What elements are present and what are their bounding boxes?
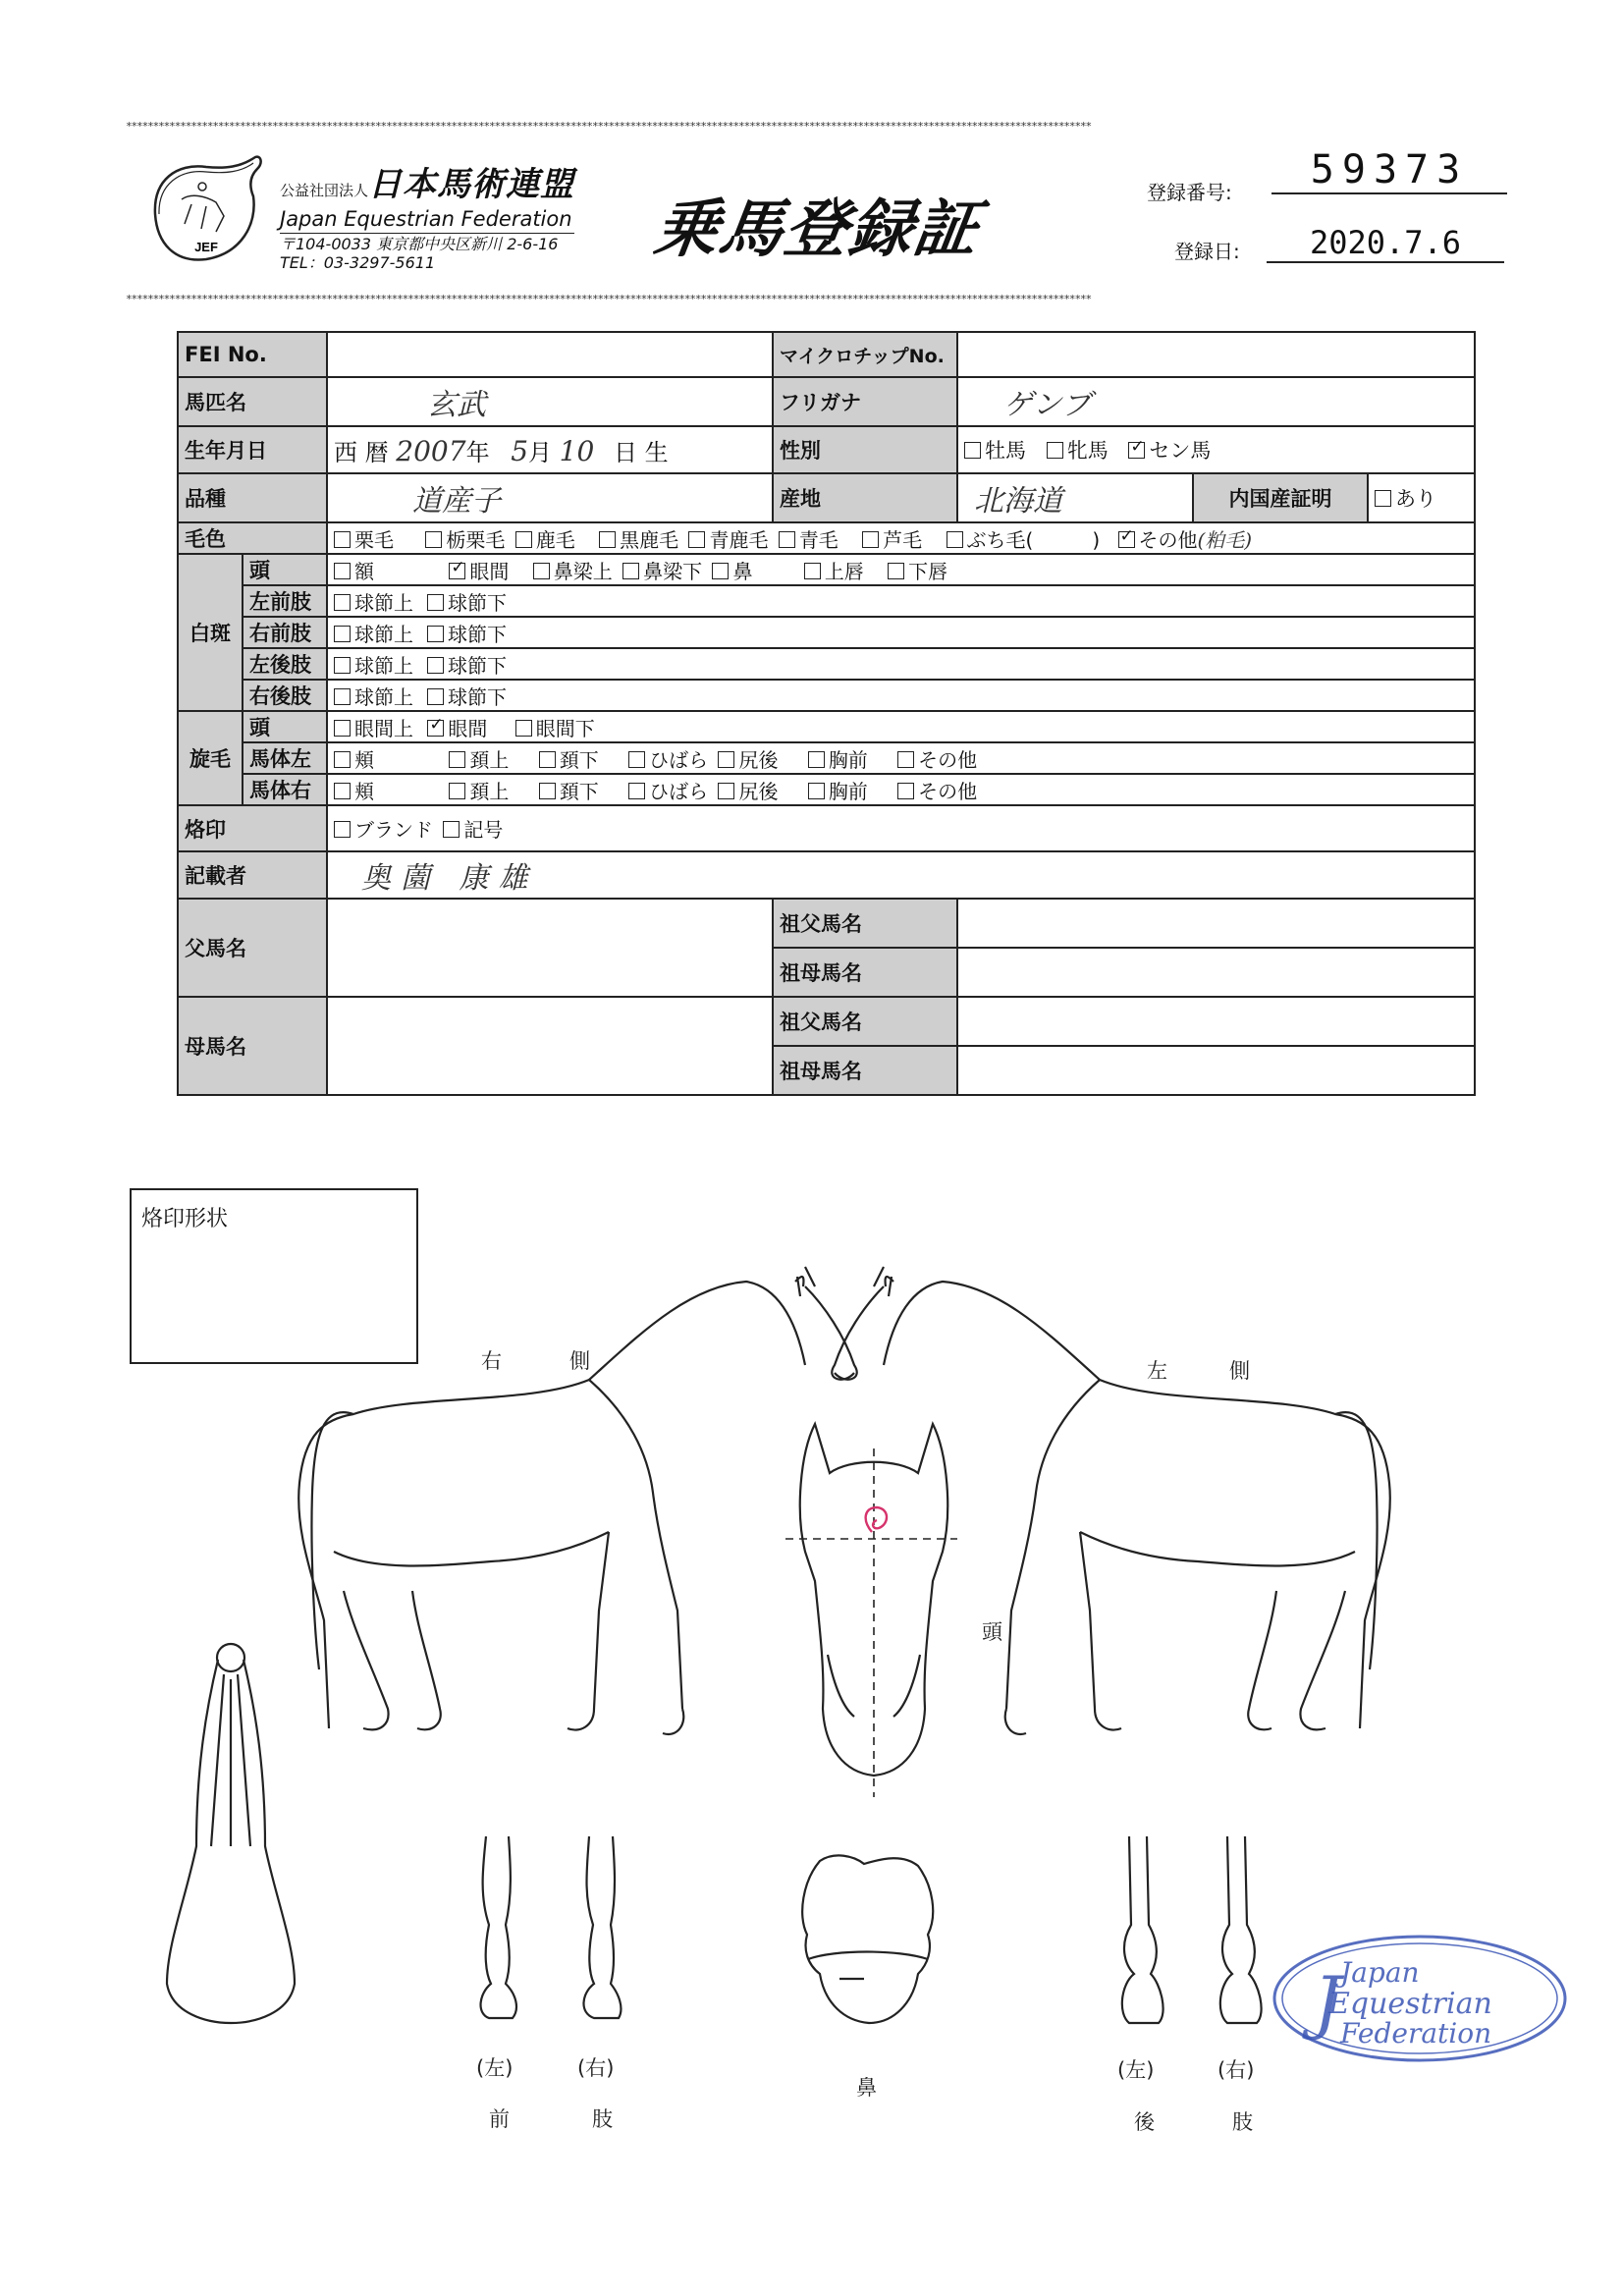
reg-no-value: 59373	[1271, 147, 1507, 194]
hind-left-label: (左)	[1117, 2058, 1155, 2082]
coat-option-other[interactable]: ✓ その他(粕毛)	[1118, 528, 1253, 552]
fore-left-label: (左)	[476, 2056, 514, 2080]
right-side-label-2: 側	[569, 1349, 590, 1373]
dob-year-unit: 年	[465, 438, 490, 466]
option[interactable]: ひばら	[628, 780, 708, 803]
fore-right-label: (右)	[577, 2056, 615, 2080]
separator-stars-bottom: **********************************************************************************************************************************************************************************	[126, 293, 1092, 305]
horse-head-front-icon	[785, 1424, 957, 1797]
page-title: 乗馬登録証	[649, 193, 985, 266]
fore-caption-2: 肢	[592, 2107, 613, 2131]
option[interactable]: 上唇	[804, 560, 864, 583]
sex-option-mare[interactable]: 牝馬	[1047, 439, 1109, 463]
head-label: 頭	[982, 1620, 1002, 1644]
option[interactable]: 球節下	[427, 591, 507, 615]
option[interactable]: 胸前	[808, 748, 868, 772]
origin-value: 北海道	[974, 484, 1063, 519]
option[interactable]: 尻後	[718, 780, 778, 803]
left-side-label-1: 左	[1147, 1359, 1167, 1383]
sex-option-gelding[interactable]: ✓ セン馬	[1128, 439, 1211, 463]
option[interactable]: 球節上	[334, 685, 413, 709]
hind-right-label: (右)	[1217, 2058, 1255, 2082]
coat-option[interactable]: 栃栗毛	[425, 528, 505, 552]
option[interactable]: 胸前	[808, 780, 868, 803]
org-prefix: 公益社団法人	[280, 182, 369, 199]
brand-label: 烙印	[178, 805, 327, 851]
whorl-mark-icon	[866, 1507, 887, 1532]
option[interactable]: 記号	[443, 818, 503, 842]
svg-text:Federation: Federation	[1340, 2017, 1492, 2050]
grandsire-label: 祖父馬名	[773, 899, 957, 948]
option[interactable]: 尻後	[718, 748, 778, 772]
granddam-label: 祖母馬名	[773, 948, 957, 997]
hind-caption-1: 後	[1134, 2110, 1155, 2134]
option[interactable]: 額	[334, 560, 374, 583]
option[interactable]: 頚下	[539, 748, 599, 772]
right-side-label-1: 右	[481, 1349, 502, 1373]
fore-legs-icon	[481, 1836, 622, 2018]
option[interactable]: 球節下	[427, 623, 507, 646]
left-side-label-2: 側	[1229, 1359, 1250, 1383]
option[interactable]: 頬	[334, 748, 374, 772]
whorls-label: 旋毛	[178, 711, 243, 805]
coat-option[interactable]: ぶち毛( )	[947, 528, 1101, 552]
org-name-en: Japan Equestrian Federation	[280, 207, 574, 234]
recorder-label: 記載者	[178, 851, 327, 899]
brand-shape-label: 烙印形状	[141, 1207, 229, 1231]
domestic-cert-option[interactable]: あり	[1368, 473, 1475, 522]
option[interactable]: 球節上	[334, 623, 413, 646]
coat-option[interactable]: 青鹿毛	[688, 528, 768, 552]
separator-stars-top: **********************************************************************************************************************************************************************************	[126, 120, 1092, 133]
svg-text:JEF: JEF	[194, 240, 218, 254]
origin-label: 産地	[773, 473, 957, 522]
org-name-jp: 日本馬術連盟	[368, 165, 575, 204]
sex-option-stallion[interactable]: 牡馬	[964, 439, 1026, 463]
nose-label: 鼻	[856, 2076, 877, 2100]
horse-name-label: 馬匹名	[178, 377, 327, 426]
white-mark-part: 左後肢	[243, 648, 327, 680]
coat-option[interactable]: 栗毛	[334, 528, 394, 552]
coat-option[interactable]: 鹿毛	[515, 528, 575, 552]
dob-month-unit: 月	[528, 438, 553, 466]
white-mark-part: 右前肢	[243, 617, 327, 648]
option[interactable]: ✓ 眼間	[427, 717, 487, 740]
coat-option[interactable]: 黒鹿毛	[599, 528, 678, 552]
dob-year: 2007	[396, 434, 466, 467]
org-address: 〒104-0033 東京都中央区新川 2-6-16	[280, 235, 559, 253]
option[interactable]: 眼間下	[515, 717, 595, 740]
recorder-value: 奥薗 康雄	[361, 861, 538, 896]
coat-label: 毛色	[178, 522, 327, 554]
fore-caption-1: 前	[489, 2107, 510, 2131]
whorl-part: 馬体右	[243, 774, 327, 805]
granddam-label: 祖母馬名	[773, 1046, 957, 1095]
option[interactable]: その他	[897, 748, 977, 772]
svg-text:J: J	[1314, 1962, 1342, 2043]
white-mark-part: 左前肢	[243, 585, 327, 617]
dob-era: 西 暦	[334, 438, 389, 466]
horse-right-side-icon	[298, 1267, 857, 1734]
svg-text:Equestrian: Equestrian	[1328, 1987, 1492, 2021]
option[interactable]: 球節上	[334, 591, 413, 615]
sire-label: 父馬名	[178, 899, 327, 997]
org-tel: TEL：03-3297-5611	[280, 253, 436, 272]
whorl-part: 頭	[243, 711, 327, 742]
hind-caption-2: 肢	[1232, 2110, 1253, 2134]
horse-nose-icon	[802, 1855, 933, 2023]
furigana-value: ゲンブ	[1003, 388, 1092, 422]
dob-month: 5	[511, 434, 529, 467]
option[interactable]: ブランド	[334, 818, 433, 842]
option[interactable]: ✓ 眼間	[449, 560, 509, 583]
option[interactable]: 球節下	[427, 654, 507, 678]
furigana-label: フリガナ	[773, 377, 957, 426]
microchip-label: マイクロチップNo.	[773, 332, 957, 377]
option[interactable]: 眼間上	[334, 717, 413, 740]
grandsire-label: 祖父馬名	[773, 997, 957, 1046]
option[interactable]: ひばら	[628, 748, 708, 772]
coat-option[interactable]: 芦毛	[862, 528, 922, 552]
option[interactable]: 球節下	[427, 685, 507, 709]
horse-rear-view-icon	[167, 1644, 295, 2023]
dob-label: 生年月日	[178, 426, 327, 473]
svg-text:Japan: Japan	[1340, 1956, 1420, 1989]
whorl-part: 馬体左	[243, 742, 327, 774]
option[interactable]: 頚上	[449, 780, 509, 803]
breed-label: 品種	[178, 473, 327, 522]
reg-no-label: 登録番号:	[1147, 181, 1232, 204]
horse-left-side-icon	[832, 1267, 1390, 1734]
option[interactable]: 頚上	[449, 748, 509, 772]
jef-seal-stamp-icon	[1270, 1933, 1570, 2065]
breed-value: 道産子	[412, 484, 502, 519]
reg-date-value: 2020.7.6	[1267, 224, 1504, 263]
dam-label: 母馬名	[178, 997, 327, 1095]
dob-day: 10	[559, 434, 595, 467]
dob-day-unit: 日 生	[613, 438, 669, 466]
option[interactable]: 頚下	[539, 780, 599, 803]
option[interactable]: 鼻	[712, 560, 752, 583]
option[interactable]: 鼻梁上	[533, 560, 613, 583]
domestic-cert-label: 内国産証明	[1193, 473, 1368, 522]
coat-option[interactable]: 青毛	[779, 528, 839, 552]
hind-legs-icon	[1122, 1836, 1262, 2023]
sex-label: 性別	[773, 426, 957, 473]
reg-date-label: 登録日:	[1174, 240, 1240, 263]
fei-label: FEI No.	[178, 332, 327, 377]
white-mark-part: 右後肢	[243, 680, 327, 711]
option[interactable]: 鼻梁下	[622, 560, 702, 583]
option[interactable]: 頬	[334, 780, 374, 803]
option[interactable]: 球節上	[334, 654, 413, 678]
option[interactable]: 下唇	[888, 560, 947, 583]
horse-name-value: 玄武	[427, 388, 487, 422]
white-marks-label: 白斑	[178, 554, 243, 711]
option[interactable]: その他	[897, 780, 977, 803]
white-mark-part: 頭	[243, 554, 327, 585]
